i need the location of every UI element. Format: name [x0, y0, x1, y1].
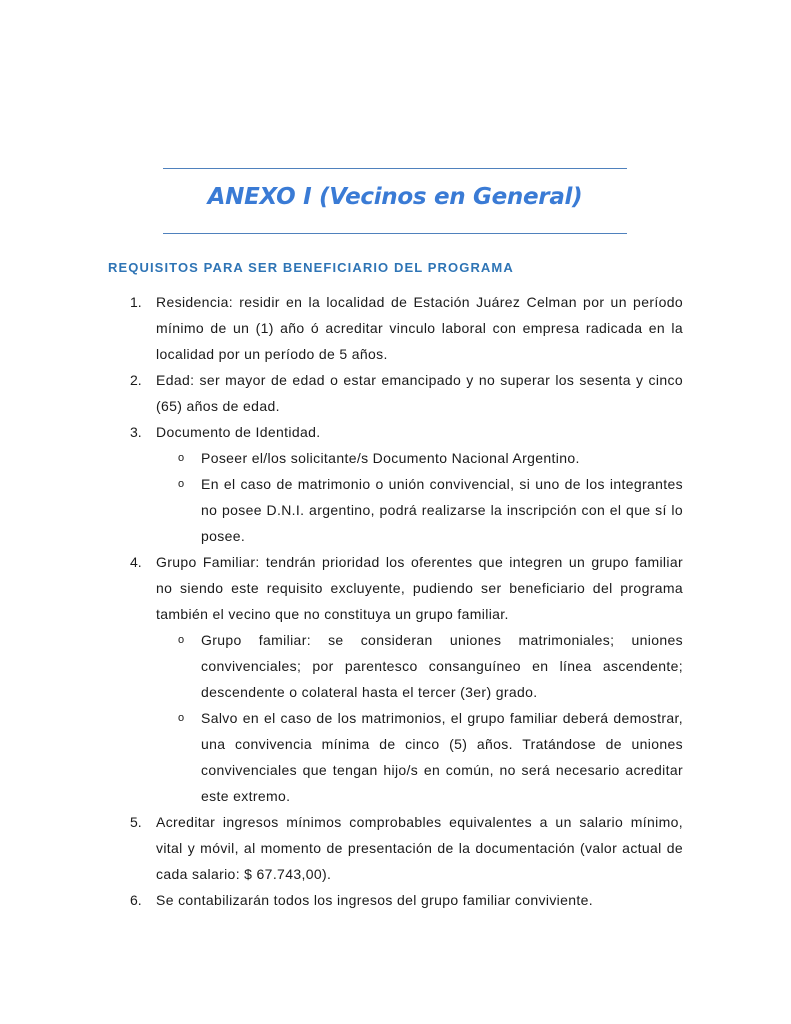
requirement-item: [108, 367, 683, 419]
bullet-icon: o: [178, 478, 185, 490]
sub-list-item: [156, 627, 683, 705]
sub-list-item: [156, 705, 683, 809]
bullet-icon: o: [178, 712, 185, 724]
sub-item-text: Grupo familiar: se consideran uniones matrimoniales; uniones convivenciales; por parentesco consanguíneo en línea ascendente; descendente o colateral hasta el tercer (3er) grado.: [201, 632, 683, 700]
requirement-item: [108, 887, 683, 913]
title-rule-bottom: [163, 233, 627, 234]
item-text: Se contabilizarán todos los ingresos del grupo familiar conviviente.: [156, 892, 594, 908]
section-heading: REQUISITOS PARA SER BENEFICIARIO DEL PROGRAMA: [108, 260, 514, 275]
requirements-list: [108, 289, 683, 913]
requirement-item: [108, 419, 683, 549]
item-text: Acreditar ingresos mínimos comprobables equivalentes a un salario mínimo, vital y móvil, al momento de presentación de la documentación (valor actual de cada salario: $ 67.743,00).: [156, 814, 683, 882]
sub-list: [156, 445, 683, 549]
sub-item-text: En el caso de matrimonio o unión convivencial, si uno de los integrantes no posee D.N.I. argentino, podrá realizarse la inscripción con el que sí lo posee.: [201, 476, 683, 544]
page-title: ANEXO I (Vecinos en General): [207, 184, 583, 210]
sub-list-item: [156, 445, 683, 471]
item-number: 4.: [130, 554, 142, 570]
item-text: Grupo Familiar: tendrán prioridad los oferentes que integren un grupo familiar no siendo este requisito excluyente, pudiendo ser beneficiario del programa también el vecino que no constituya un grupo familiar.: [156, 554, 683, 622]
title-rule-top: [163, 168, 627, 169]
bullet-icon: o: [178, 634, 185, 646]
item-number: 3.: [130, 424, 142, 440]
item-number: 1.: [130, 294, 142, 310]
item-text: Residencia: residir en la localidad de Estación Juárez Celman por un período mínimo de un (1) año ó acreditar vinculo laboral con empresa radicada en la localidad por un período de 5 años.: [156, 294, 683, 362]
item-text: Documento de Identidad.: [156, 424, 321, 440]
sub-list-item: [156, 471, 683, 549]
bullet-icon: o: [178, 452, 185, 464]
sub-item-text: Salvo en el caso de los matrimonios, el grupo familiar deberá demostrar, una convivencia mínima de cinco (5) años. Tratándose de uniones convivenciales que tengan hijo/s en común, no será necesario acreditar este extremo.: [201, 710, 683, 804]
sub-item-text: Poseer el/los solicitante/s Documento Nacional Argentino.: [201, 450, 580, 466]
item-text: Edad: ser mayor de edad o estar emancipado y no superar los sesenta y cinco (65) años de edad.: [156, 372, 683, 414]
item-number: 5.: [130, 814, 142, 830]
requirement-item: [108, 549, 683, 809]
requirement-item: [108, 809, 683, 887]
sub-list: [156, 627, 683, 809]
item-number: 2.: [130, 372, 142, 388]
item-number: 6.: [130, 892, 142, 908]
requirement-item: [108, 289, 683, 367]
